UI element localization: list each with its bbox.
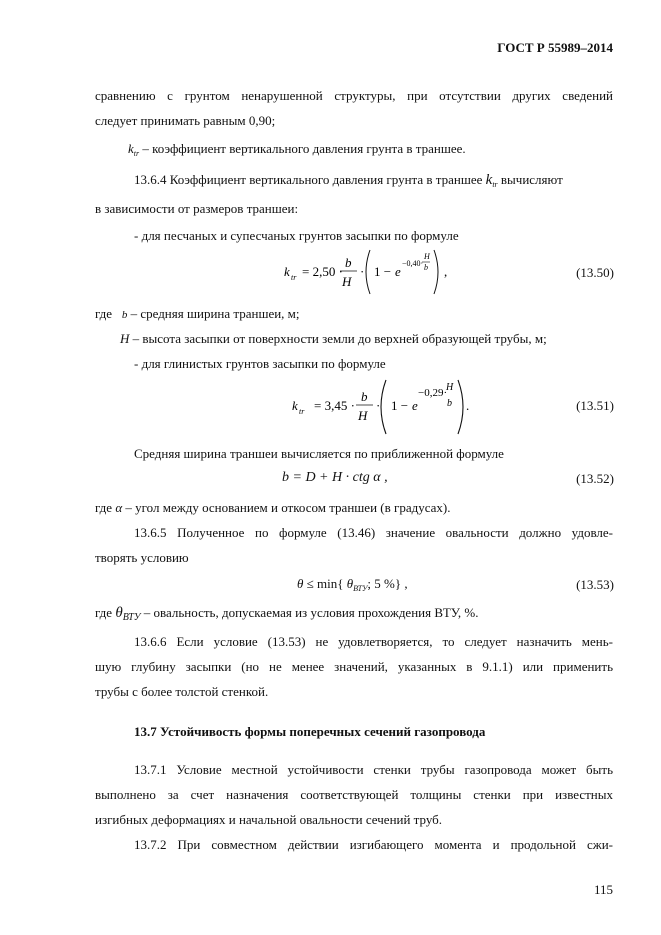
formula-rest: ; 5 %} , xyxy=(367,576,408,591)
text-fragment: – угол между основанием и откосом траншеи (в градусах). xyxy=(122,500,451,515)
symbol: b xyxy=(121,309,128,321)
symbol-subscript: tr xyxy=(133,149,140,158)
list-item: - для песчаных и супесчаных грунтов засыпки по формуле xyxy=(134,228,459,243)
text-line: 13.7.1 Условие местной устойчивости стенки трубы газопровода может быть xyxy=(134,762,613,777)
text-line: трубы с более толстой стенкой. xyxy=(95,684,269,699)
formula-exponent: −0,40· xyxy=(402,259,424,268)
where-line xyxy=(95,500,450,516)
text-line: 13.6.5 Полученное по формуле (13.46) значение овальности должно удовле- xyxy=(134,525,613,540)
symbol: k xyxy=(128,141,134,156)
text-fragment: – средняя ширина траншеи, м; xyxy=(127,306,300,321)
definition-line xyxy=(128,141,466,158)
equation-number: (13.53) xyxy=(576,577,614,592)
formula-e: e xyxy=(412,398,418,413)
text-line: творять условию xyxy=(95,550,189,565)
formula-exp-denominator: b xyxy=(424,263,428,272)
text-line: шую глубину засыпки (но не менее значений, указанных в 9.1.1) или применить xyxy=(95,659,613,674)
symbol-subscript: tr xyxy=(492,180,498,189)
formula-coefficient: = 3,45 · xyxy=(314,398,355,413)
formula-lhs-subscript: tr xyxy=(291,273,297,282)
list-item: - для глинистых грунтов засыпки по формуле xyxy=(134,356,386,371)
where-line xyxy=(95,306,300,322)
equation-number: (13.51) xyxy=(576,398,614,413)
section-heading: 13.7 Устойчивость формы поперечных сечений газопровода xyxy=(134,724,486,739)
symbol: k xyxy=(485,172,493,188)
text-fragment: – высота засыпки от поверхности земли до верхней образующей трубы, м; xyxy=(129,331,547,346)
formula-coefficient: = 2,50 · xyxy=(302,264,343,279)
where-line xyxy=(95,605,478,623)
right-paren xyxy=(434,250,438,294)
formula-subscript: ВТУ xyxy=(353,584,368,593)
formula-min: ≤ min{ xyxy=(303,576,347,591)
text-fragment: где xyxy=(95,605,116,620)
formula-denominator: H xyxy=(342,274,352,289)
formula-13-51 xyxy=(288,376,478,438)
symbol: H xyxy=(120,331,130,346)
formula-13-50 xyxy=(282,246,462,302)
text-line: сравнению с грунтом ненарушенной структуры, при отсутствии других сведений xyxy=(95,88,613,103)
formula-theta: θ xyxy=(346,576,354,591)
formula-13-53 xyxy=(297,576,408,593)
text-line: выполнено за счет назначения соответствующей толщины стенки при известных xyxy=(95,787,613,802)
text-line: изгибных деформациях и начальной овальности сечений труб. xyxy=(95,812,443,827)
formula-exp-denominator: b xyxy=(447,398,452,409)
symbol-subscript: ВТУ xyxy=(122,612,141,623)
formula-one: 1 − xyxy=(391,398,409,413)
formula-lhs-subscript: tr xyxy=(299,407,305,416)
page-number: 115 xyxy=(593,882,613,897)
definition-text: – коэффициент вертикального давления грунта в траншее. xyxy=(139,141,466,156)
document-header: ГОСТ Р 55989–2014 xyxy=(497,40,613,55)
formula-numerator: b xyxy=(345,255,352,270)
text-line xyxy=(134,172,563,189)
formula-dot: · xyxy=(376,398,381,413)
formula-denominator: H xyxy=(358,408,368,423)
formula-theta: θ xyxy=(297,576,304,591)
text-line: Средняя ширина траншеи вычисляется по приближенной формуле xyxy=(134,446,504,461)
text-fragment: где xyxy=(95,500,116,515)
equation-number: (13.50) xyxy=(576,265,614,280)
formula-lhs: k xyxy=(284,264,290,279)
left-paren xyxy=(366,250,370,294)
text-line: 13.6.6 Если условие (13.53) не удовлетворяется, то следует назначить мень- xyxy=(134,634,613,649)
formula-13-52: b = D + H · ctg α , xyxy=(282,470,388,485)
text-fragment: – овальность, допускаемая из условия прохождения ВТУ, %. xyxy=(140,605,479,620)
text-line: следует принимать равным 0,90; xyxy=(95,113,276,128)
equation-number: (13.52) xyxy=(576,471,614,486)
formula-numerator: b xyxy=(361,389,368,404)
formula-e: e xyxy=(395,264,401,279)
formula-dot: · xyxy=(360,264,365,279)
text-fragment: 13.6.4 Коэффициент вертикального давления грунта в траншее xyxy=(134,172,486,187)
formula-exp-numerator: H xyxy=(446,382,454,393)
right-paren xyxy=(458,380,463,434)
text-line: 13.7.2 При совместном действии изгибающего момента и продольной сжи- xyxy=(134,837,613,852)
formula-exponent: −0,29· xyxy=(418,387,448,399)
formula-exp-numerator: H xyxy=(424,252,430,261)
where-line xyxy=(120,331,547,347)
formula-lhs: k xyxy=(292,398,298,413)
text-line: в зависимости от размеров траншеи: xyxy=(95,201,299,216)
symbol: θ xyxy=(115,605,123,621)
left-paren xyxy=(381,380,386,434)
text-fragment: где xyxy=(95,306,116,321)
formula-tail: . xyxy=(466,398,470,413)
formula-one: 1 − xyxy=(374,264,392,279)
formula-tail: , xyxy=(444,264,448,279)
text-fragment: вычисляют xyxy=(497,172,563,187)
symbol: α xyxy=(115,500,123,515)
